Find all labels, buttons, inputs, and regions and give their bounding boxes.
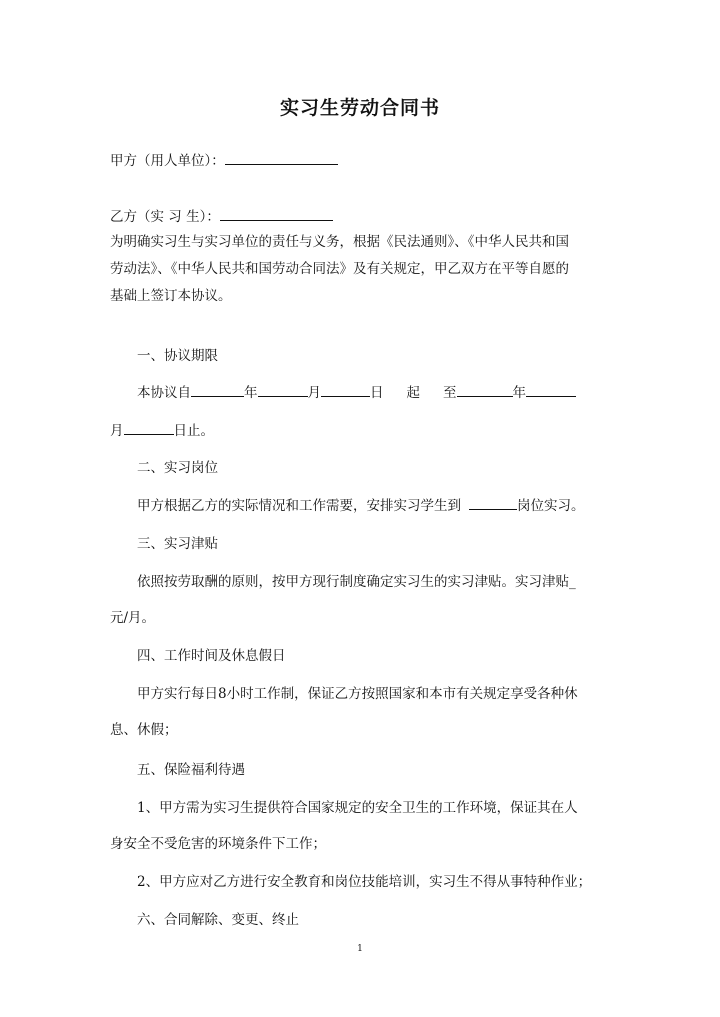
section-1-heading: 一、协议期限 [137,348,218,364]
section-5-heading: 五、保险福利待遇 [137,762,245,778]
welfare-item-1-line-2: 身安全不受危害的环境条件下工作； [110,836,326,852]
term-year2-label: 年 [512,385,526,401]
end-year-blank [457,384,513,397]
allowance-line-2: 元/月。 [110,610,156,626]
term-month-label: 月 [307,385,321,401]
intro-line-1: 为明确实习生与实习单位的责任与义务，根据《民法通则》、《中华人民共和国 [110,234,569,250]
term-prefix: 本协议自 [137,385,191,401]
worktime-line-2: 息、休假； [110,722,178,738]
start-day-blank [321,384,370,397]
position-post: 岗位实习。 [517,498,585,514]
term-year-label: 年 [244,385,258,401]
welfare-item-2: 2、甲方应对乙方进行安全教育和岗位技能培训，实习生不得从事特种作业； [137,874,592,890]
worktime-line-1: 甲方实行每日8小时工作制，保证乙方按照国家和本市有关规定享受各种休 [137,686,578,702]
allowance-line-1: 依照按劳取酬的原则，按甲方现行制度确定实习生的实习津贴。实习津贴_ [137,574,576,590]
term-qi-label: 起 [406,385,420,401]
page-number: 1 [357,944,363,954]
section-6-heading: 六、合同解除、变更、终止 [137,912,299,928]
intro-line-3: 基础上签订本协议。 [110,288,232,304]
term-day-label: 日 [370,385,384,401]
party-b-line [110,208,333,226]
position-blank [469,497,517,510]
document-title: 实习生劳动合同书 [279,97,440,119]
position-pre: 甲方根据乙方的实际情况和工作需要，安排实习学生到 [137,498,461,514]
end-month-blank-part1 [526,384,576,397]
term-end-label: 日止。 [173,423,214,439]
party-a-label: 甲方（用人单位）： [110,153,225,169]
end-day-blank [124,422,174,435]
section-4-heading: 四、工作时间及休息假日 [137,648,286,664]
party-b-label: 乙方（实 习 生）： [110,209,220,225]
section-2-heading: 二、实习岗位 [137,460,218,476]
party-a-line [110,152,338,170]
term-zhi-label: 至 [443,385,457,401]
section-3-heading: 三、实习津贴 [137,536,218,552]
term-line-2 [110,422,214,440]
position-line [137,497,585,515]
party-a-blank [225,152,338,165]
term-line-1 [137,384,576,402]
start-month-blank [258,384,308,397]
party-b-blank [220,208,333,221]
term-month2-label: 月 [110,423,124,439]
start-year-blank [191,384,244,397]
welfare-item-1-line-1: 1、甲方需为实习生提供符合国家规定的安全卫生的工作环境，保证其在人 [137,800,578,816]
intro-line-2: 劳动法》、《中华人民共和国劳动合同法》及有关规定，甲乙双方在平等自愿的 [110,261,569,277]
